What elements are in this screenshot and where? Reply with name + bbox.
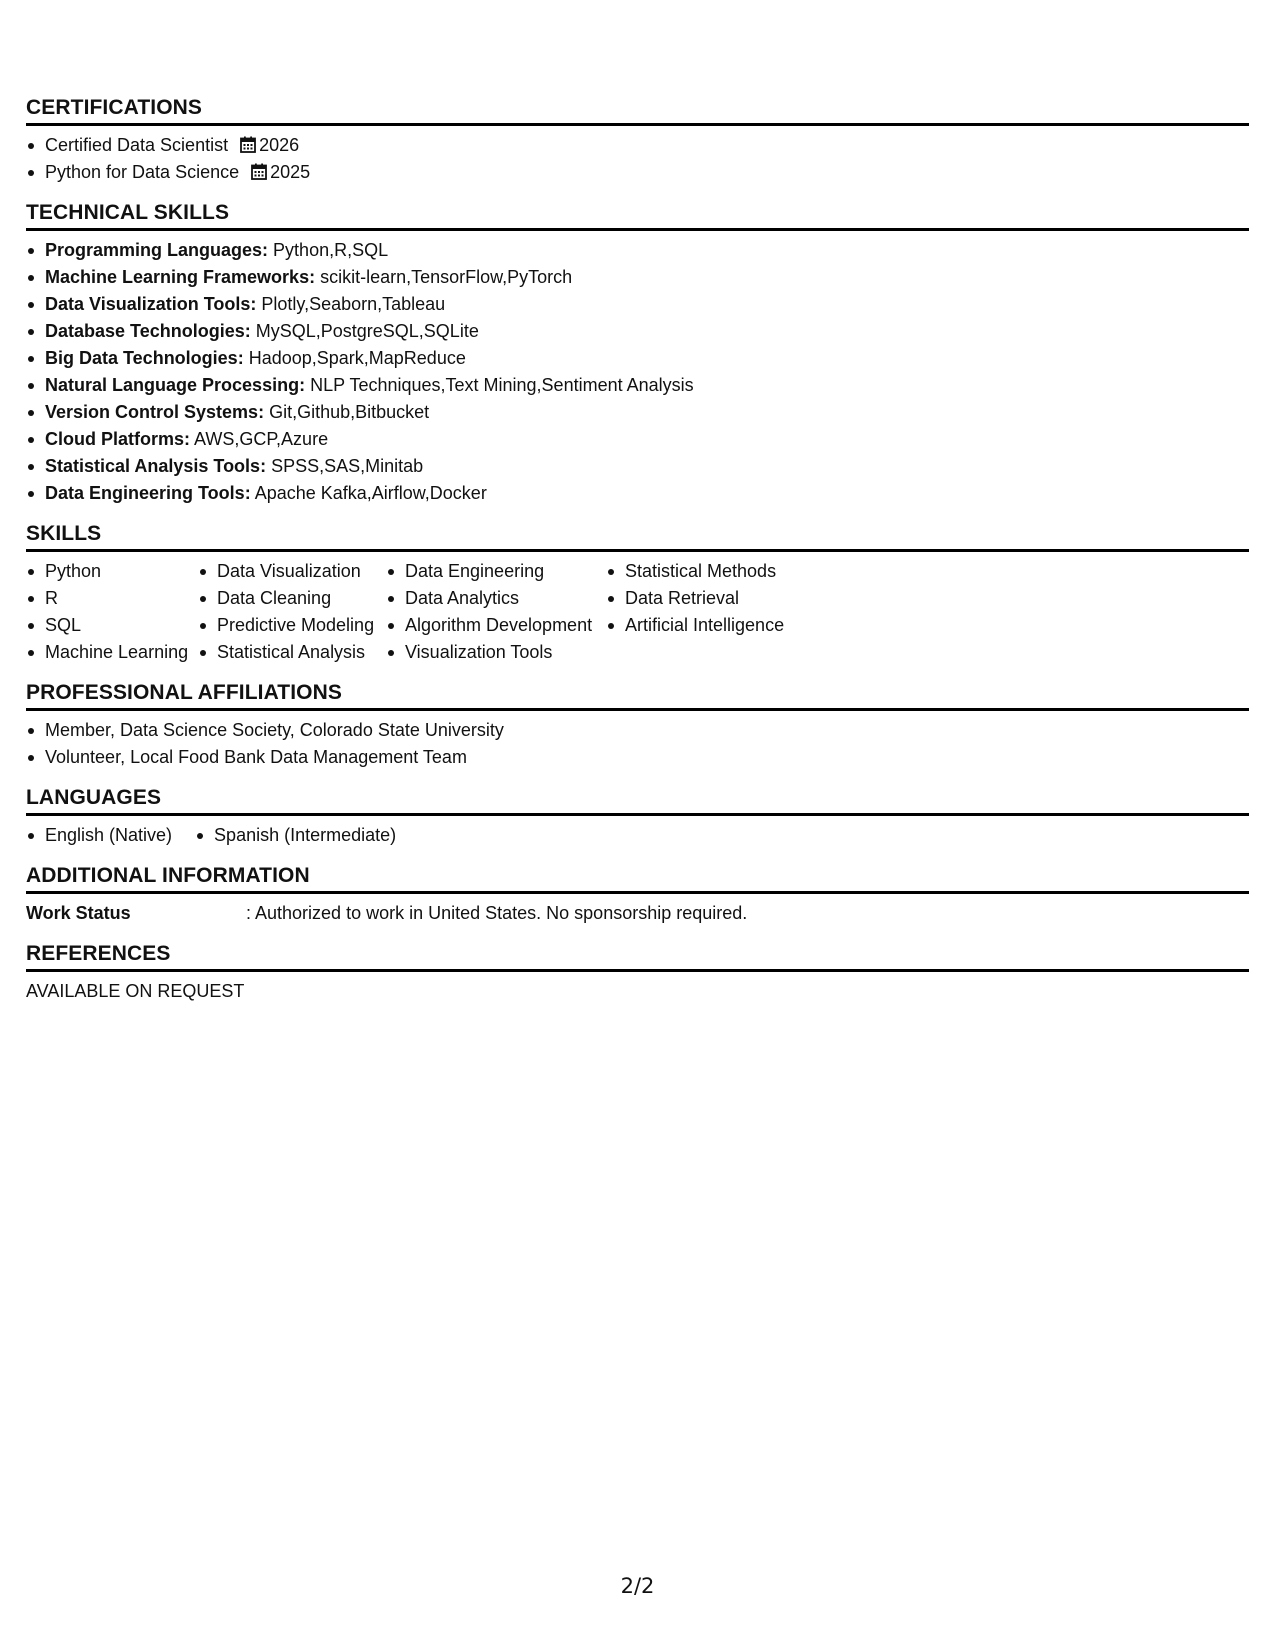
skill-item: Data Engineering bbox=[386, 558, 606, 585]
skill-item: Statistical Methods bbox=[606, 558, 806, 585]
list-item: Member, Data Science Society, Colorado State University bbox=[26, 717, 1249, 744]
additional-info-section bbox=[26, 861, 1249, 939]
list-item bbox=[26, 237, 1249, 264]
section-divider bbox=[26, 228, 1249, 231]
technical-skills-list bbox=[26, 237, 1249, 507]
skill-category-value: AWS,GCP,Azure bbox=[194, 429, 329, 449]
skill-category-value: Hadoop,Spark,MapReduce bbox=[248, 348, 466, 368]
skills-section bbox=[26, 519, 1249, 678]
skill-category-value: MySQL,PostgreSQL,SQLite bbox=[255, 321, 479, 341]
section-title: REFERENCES bbox=[26, 942, 171, 965]
list-item bbox=[26, 132, 1249, 159]
skill-category-label: Cloud Platforms: bbox=[45, 429, 191, 449]
list-item bbox=[26, 345, 1249, 372]
list-item bbox=[26, 453, 1249, 480]
list-item bbox=[26, 426, 1249, 453]
resume-page bbox=[26, 93, 1249, 1005]
skill-item: Data Cleaning bbox=[198, 585, 386, 612]
skills-column bbox=[26, 558, 198, 666]
section-divider bbox=[26, 123, 1249, 126]
list-item bbox=[26, 264, 1249, 291]
references-text: AVAILABLE ON REQUEST bbox=[26, 981, 245, 1001]
skills-column bbox=[386, 558, 606, 666]
affiliations-section bbox=[26, 678, 1249, 783]
certification-name: Python for Data Science bbox=[45, 162, 240, 182]
section-title: SKILLS bbox=[26, 522, 102, 545]
skill-item: Data Visualization bbox=[198, 558, 386, 585]
languages-list bbox=[26, 822, 1249, 849]
skill-category-label: Data Engineering Tools: bbox=[45, 483, 251, 503]
section-title: TECHNICAL SKILLS bbox=[26, 201, 230, 224]
affiliations-list bbox=[26, 717, 1249, 771]
languages-section bbox=[26, 783, 1249, 861]
skill-category-value: Python,R,SQL bbox=[273, 240, 389, 260]
technical-skills-section bbox=[26, 198, 1249, 519]
section-divider bbox=[26, 969, 1249, 972]
work-status-label: Work Status bbox=[26, 903, 131, 923]
certification-year: 2026 bbox=[259, 135, 300, 155]
skill-category-label: Database Technologies: bbox=[45, 321, 251, 341]
section-divider bbox=[26, 891, 1249, 894]
language-item: English (Native) bbox=[26, 822, 172, 849]
skill-category-label: Natural Language Processing: bbox=[45, 375, 306, 395]
skill-category-label: Data Visualization Tools: bbox=[45, 294, 257, 314]
skills-column bbox=[606, 558, 806, 666]
skill-item: Statistical Analysis bbox=[198, 639, 386, 666]
skill-category-label: Version Control Systems: bbox=[45, 402, 265, 422]
list-item bbox=[26, 291, 1249, 318]
skill-category-label: Statistical Analysis Tools: bbox=[45, 456, 267, 476]
section-divider bbox=[26, 813, 1249, 816]
section-title: CERTIFICATIONS bbox=[26, 96, 203, 119]
skill-item: Python bbox=[26, 558, 198, 585]
section-divider bbox=[26, 549, 1249, 552]
skill-item: Artificial Intelligence bbox=[606, 612, 806, 639]
page-number: 2/2 bbox=[620, 1574, 655, 1598]
list-item bbox=[26, 480, 1249, 507]
section-title: ADDITIONAL INFORMATION bbox=[26, 864, 310, 887]
skill-category-value: scikit-learn,TensorFlow,PyTorch bbox=[320, 267, 573, 287]
list-item bbox=[26, 318, 1249, 345]
skill-item: Algorithm Development bbox=[386, 612, 606, 639]
list-item bbox=[26, 159, 1249, 186]
skills-grid bbox=[26, 558, 1249, 666]
calendar-icon bbox=[251, 163, 267, 180]
language-item: Spanish (Intermediate) bbox=[195, 822, 396, 849]
skills-column bbox=[198, 558, 386, 666]
skill-item: R bbox=[26, 585, 198, 612]
skill-category-label: Machine Learning Frameworks: bbox=[45, 267, 316, 287]
references-section bbox=[26, 939, 1249, 1005]
skill-category-value: Git,Github,Bitbucket bbox=[269, 402, 430, 422]
list-item bbox=[26, 372, 1249, 399]
skill-category-label: Big Data Technologies: bbox=[45, 348, 244, 368]
section-divider bbox=[26, 708, 1249, 711]
skill-item: Data Analytics bbox=[386, 585, 606, 612]
skill-category-value: NLP Techniques,Text Mining,Sentiment Analysis bbox=[310, 375, 694, 395]
section-title: LANGUAGES bbox=[26, 786, 162, 809]
skill-category-label: Programming Languages: bbox=[45, 240, 269, 260]
skill-item: Machine Learning bbox=[26, 639, 198, 666]
list-item: Volunteer, Local Food Bank Data Management Team bbox=[26, 744, 1249, 771]
section-title: PROFESSIONAL AFFILIATIONS bbox=[26, 681, 342, 704]
skill-item: SQL bbox=[26, 612, 198, 639]
certifications-list bbox=[26, 132, 1249, 186]
certifications-section bbox=[26, 93, 1249, 198]
skill-item: Visualization Tools bbox=[386, 639, 606, 666]
skill-item: Data Retrieval bbox=[606, 585, 806, 612]
skill-item: Predictive Modeling bbox=[198, 612, 386, 639]
work-status-value: : Authorized to work in United States. No sponsorship required. bbox=[246, 903, 748, 923]
skill-category-value: Apache Kafka,Airflow,Docker bbox=[254, 483, 487, 503]
calendar-icon bbox=[240, 136, 256, 153]
certification-name: Certified Data Scientist bbox=[45, 135, 229, 155]
skill-category-value: SPSS,SAS,Minitab bbox=[271, 456, 424, 476]
work-status-row bbox=[26, 900, 1249, 927]
list-item bbox=[26, 399, 1249, 426]
skill-category-value: Plotly,Seaborn,Tableau bbox=[261, 294, 446, 314]
certification-year: 2025 bbox=[270, 162, 311, 182]
